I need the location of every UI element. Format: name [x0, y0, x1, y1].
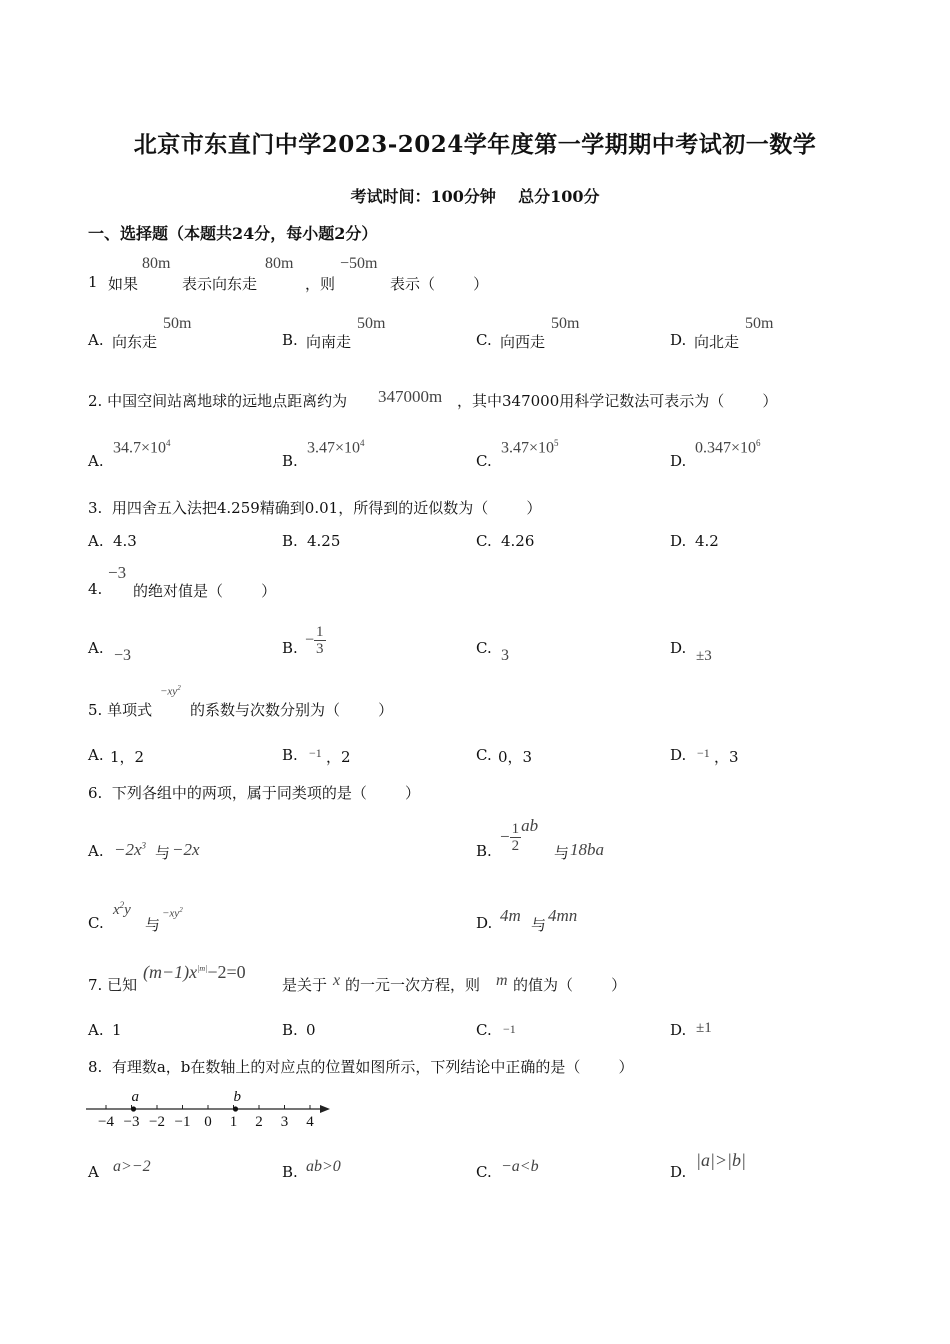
q1-option-b-text: 向南走 [306, 333, 352, 351]
q5-option-b-math: −1 [309, 746, 322, 760]
q7-option-a-label: A. [88, 1021, 104, 1039]
q4-option-d-label: D. [670, 639, 687, 657]
q4-option-a-math: −3 [114, 647, 132, 664]
q4-text-1: 的绝对值是（ ） [133, 582, 277, 600]
q7-text-4: 的值为（ ） [513, 976, 627, 994]
number-line-tick-label: 3 [280, 1114, 289, 1130]
q4-option-a-label: A. [88, 639, 104, 657]
q2-text-1: 2. 中国空间站离地球的远地点距离约为 [88, 392, 348, 410]
q1-text-1: 如果 [108, 275, 139, 293]
q2-option-c-label: C. [476, 452, 492, 470]
q2-option-b-label: B. [282, 452, 298, 470]
q1-option-d-math: 50m [745, 315, 774, 332]
q1-option-d-label: D. [670, 331, 687, 349]
q1-option-a-text: 向东走 [112, 333, 158, 351]
q5-option-c-text: 0，3 [498, 748, 533, 766]
q6-option-d-label: D. [476, 914, 493, 932]
q8-option-d-math: |a|>|b| [696, 1150, 746, 1170]
q1-text-3: ，则 [305, 275, 336, 293]
section-heading: 一、选择题（本题共24分，每小题2分） [88, 224, 378, 243]
q6-option-c-math-2: $-xy^2$ [162, 906, 183, 920]
q3-option-a-text: 4.3 [113, 532, 137, 550]
q7-option-d-label: D. [670, 1021, 687, 1039]
q1-math-2: 80m [265, 255, 294, 272]
q1-option-c-label: C. [476, 331, 492, 349]
q1-math-3: −50m [340, 255, 378, 272]
q5-option-b-label: B. [282, 746, 298, 764]
q2-option-d-label: D. [670, 452, 687, 470]
number-line-tick-label: −1 [174, 1114, 191, 1130]
q1-option-c-text: 向西走 [500, 333, 546, 351]
q5-math-1: $-xy^2$ [160, 684, 181, 698]
q8-option-b-math: ab>0 [306, 1158, 341, 1175]
q4-option-b-label: B. [282, 639, 298, 657]
q8-option-a-label: A [88, 1163, 99, 1181]
q7-option-b-text: 0 [306, 1021, 316, 1039]
q1-text-4: 表示（ ） [390, 275, 489, 293]
point-b-label: b [233, 1089, 241, 1105]
q2-text-2: ，其中347000用科学记数法可表示为（ ） [457, 392, 778, 410]
q1-option-c-math: 50m [551, 315, 580, 332]
number-line-tick-label: 1 [229, 1114, 238, 1130]
q1-number: 1 [88, 273, 98, 291]
q8-option-b-label: B. [282, 1163, 298, 1181]
q1-math-1: 80m [142, 255, 171, 272]
q3-option-d-label: D. [670, 532, 687, 550]
q2-option-a-math: $34.7\times 10^4$ [113, 438, 171, 457]
point-a-label: a [131, 1089, 139, 1105]
q5-option-a-label: A. [88, 746, 104, 764]
q7-option-a-text: 1 [112, 1021, 122, 1039]
q6-option-b-math-1: − $\frac{1}{2}$ ab [500, 816, 539, 854]
q5-option-a-text: 1，2 [110, 748, 145, 766]
q3-option-c-label: C. [476, 532, 492, 550]
q5-option-b-text: ，2 [326, 748, 351, 766]
q6-option-d-math-1: 4m [500, 906, 521, 925]
q6-option-b-word: 与 [554, 844, 570, 862]
number-line-arrow [320, 1105, 330, 1113]
page-title: 北京市东直门中学2023-2024学年度第一学期期中考试初一数学 [133, 131, 817, 158]
q3-option-a-label: A. [88, 532, 104, 550]
point-a [131, 1106, 136, 1111]
point-b [233, 1106, 238, 1111]
q7-math-3: m [496, 972, 508, 989]
q2-option-d-math: $0.347\times 10^6$ [695, 438, 761, 457]
q7-option-b-label: B. [282, 1021, 298, 1039]
q7-option-d-math: ±1 [696, 1020, 712, 1036]
q3-option-c-text: 4.26 [501, 532, 535, 550]
q3-text: 3. 用四舍五入法把4.259精确到0.01，所得到的近似数为（ ） [88, 499, 542, 517]
q6-option-a-word: 与 [155, 844, 171, 862]
q8-option-c-math: −a<b [501, 1158, 539, 1175]
q2-option-c-math: $3.47\times 10^5$ [501, 438, 559, 457]
q6-option-d-word: 与 [531, 916, 547, 934]
exam-info: 考试时间：100分钟 总分100分 [350, 187, 600, 206]
q1-option-b-math: 50m [357, 315, 386, 332]
q6-option-a-label: A. [88, 842, 104, 860]
q1-option-d-text: 向北走 [694, 333, 740, 351]
q7-text-1: 7. 已知 [88, 976, 138, 994]
q4-option-c-math: 3 [501, 647, 509, 664]
q6-option-c-label: C. [88, 914, 104, 932]
q5-option-d-text: ，3 [714, 748, 739, 766]
q1-text-2: 表示向东走 [182, 275, 258, 293]
q4-option-d-math: ±3 [696, 648, 712, 664]
number-line-tick-label: −2 [149, 1114, 165, 1130]
q1-option-a-label: A. [88, 331, 104, 349]
q5-option-c-label: C. [476, 746, 492, 764]
q2-math-1: 347000m [378, 387, 443, 406]
q7-math-2: x [333, 972, 341, 989]
q5-text-2: 的系数与次数分别为（ ） [190, 701, 394, 719]
q8-option-c-label: C. [476, 1163, 492, 1181]
q7-math-1: $(m-1)x^{|m|}-2=0$ [143, 962, 246, 982]
q3-option-b-text: 4.25 [307, 532, 341, 550]
q7-text-2: 是关于 [282, 976, 328, 994]
q6-option-c-math-1: $x^2y$ [113, 900, 131, 918]
q5-text-1: 5. 单项式 [88, 701, 153, 719]
q6-option-b-label: B. [476, 842, 492, 860]
q6-option-c-word: 与 [145, 916, 161, 934]
q6-option-a-math-1: $-2x^3$ [114, 840, 147, 859]
q7-option-c-math: −1 [503, 1022, 516, 1036]
q8-text: 8. 有理数a，b在数轴上的对应点的位置如图所示，下列结论中正确的是（ ） [88, 1058, 634, 1076]
q4-option-b-math: − $\frac{1}{3}$ [305, 624, 324, 657]
q6-option-b-math-2: 18ba [570, 840, 604, 859]
number-line-tick-label: 0 [204, 1114, 212, 1130]
q5-option-d-label: D. [670, 746, 687, 764]
q4-number: 4. [88, 580, 103, 598]
q2-option-a-label: A. [88, 452, 104, 470]
q1-option-a-math: 50m [163, 315, 192, 332]
q7-text-3: 的一元一次方程，则 [345, 976, 481, 994]
q8-option-a-math: a>−2 [113, 1158, 151, 1175]
number-line-tick-label: −3 [123, 1114, 140, 1130]
q6-option-d-math-2: 4mn [548, 906, 578, 925]
q3-option-d-text: 4.2 [695, 532, 719, 550]
number-line-tick-label: 4 [306, 1114, 314, 1130]
q7-option-c-label: C. [476, 1021, 492, 1039]
q3-option-b-label: B. [282, 532, 298, 550]
q6-text: 6. 下列各组中的两项，属于同类项的是（ ） [88, 784, 420, 802]
q2-option-b-math: $3.47\times 10^4$ [307, 438, 365, 457]
number-line-tick-label: −4 [98, 1114, 114, 1130]
q4-option-c-label: C. [476, 639, 492, 657]
q6-option-a-math-2: −2x [172, 840, 200, 859]
q8-option-d-label: D. [670, 1163, 687, 1181]
q5-option-d-math: −1 [697, 746, 710, 760]
q1-option-b-label: B. [282, 331, 298, 349]
number-line [84, 1086, 334, 1136]
q4-math-1: −3 [108, 563, 127, 582]
number-line-tick-label: 2 [255, 1114, 263, 1130]
